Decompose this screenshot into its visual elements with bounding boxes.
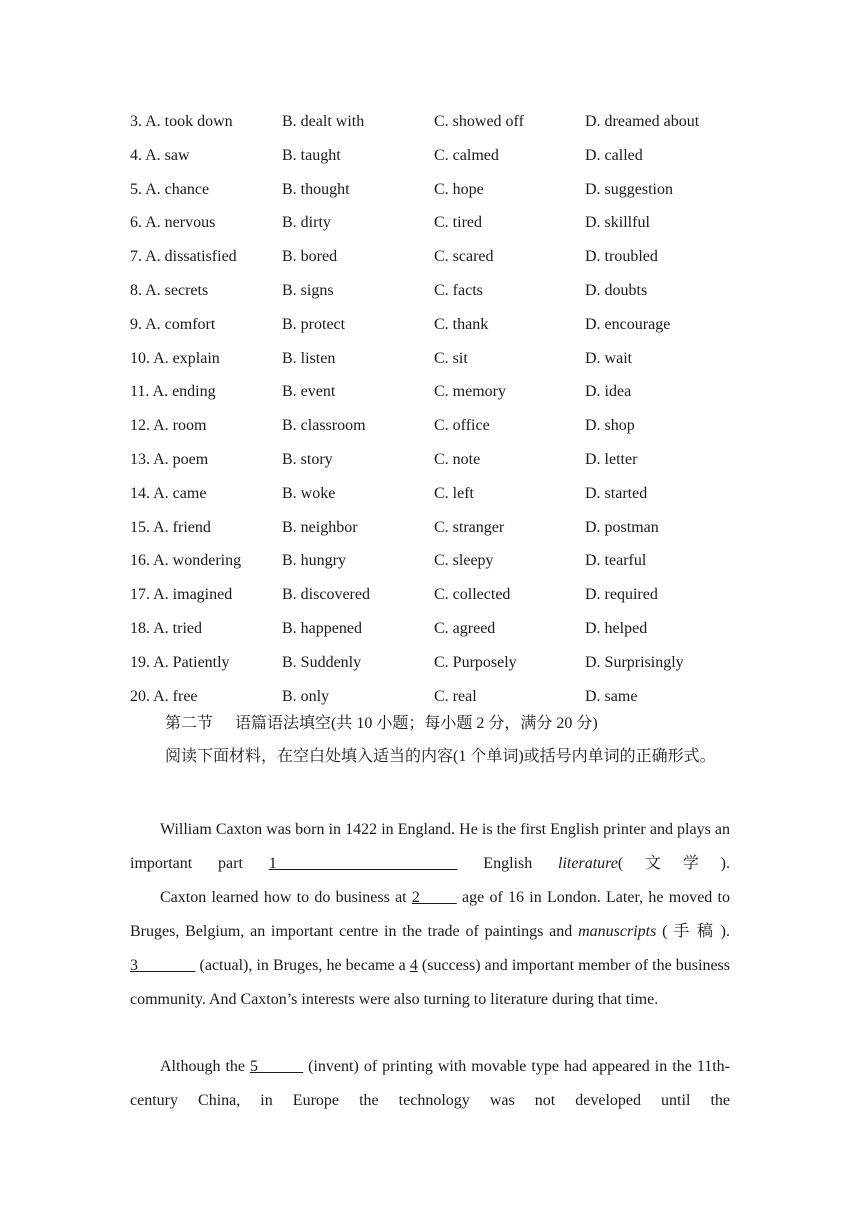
option-c: C. stranger xyxy=(434,518,505,536)
option-a: 16. A. wondering xyxy=(130,552,242,570)
blank-4[interactable]: 4 xyxy=(409,956,418,974)
option-c: C. agreed xyxy=(434,619,496,637)
blank-5[interactable]: 5 xyxy=(250,1058,304,1075)
option-d: D. called xyxy=(585,146,643,164)
italic-term: literature xyxy=(558,854,618,872)
italic-term: manuscripts xyxy=(578,922,657,940)
option-b: B. woke xyxy=(282,484,336,502)
option-c: C. note xyxy=(434,450,481,468)
option-c: C. hope xyxy=(434,180,484,198)
option-a: 9. A. comfort xyxy=(130,315,216,333)
text-span: (invent) of printing with movable type had appeared in the 11th-century China, in Europe the technology was not developed until the xyxy=(130,1058,731,1109)
option-b: B. story xyxy=(282,450,333,468)
option-c: C. calmed xyxy=(434,146,499,164)
option-c: C. collected xyxy=(434,586,511,604)
passage-paragraph-2 xyxy=(130,881,730,1017)
option-a: 7. A. dissatisfied xyxy=(130,248,237,266)
text-span: English xyxy=(457,854,559,872)
option-b: B. discovered xyxy=(282,586,370,604)
option-c: C. office xyxy=(434,417,490,435)
section-name: 第二节 xyxy=(165,715,214,732)
option-d: D. same xyxy=(585,687,638,705)
option-b: B. classroom xyxy=(282,417,366,435)
option-d: D. Surprisingly xyxy=(585,653,684,671)
text-span: Although the xyxy=(160,1058,251,1075)
section-title: 语篇语法填空(共 10 小题；每小题 2 分，满分 20 分) xyxy=(235,715,598,732)
option-a: 18. A. tried xyxy=(130,619,202,637)
passage-paragraph-3 xyxy=(130,1050,730,1118)
option-a: 10. A. explain xyxy=(130,349,220,367)
text-span: ( 手 稿 ). xyxy=(656,922,730,940)
option-c: C. scared xyxy=(434,248,494,266)
blank-1[interactable]: 1 xyxy=(268,854,458,872)
option-d: D. doubts xyxy=(585,281,648,299)
option-b: B. dealt with xyxy=(282,113,365,130)
option-b: B. event xyxy=(282,383,336,401)
option-c: C. thank xyxy=(434,315,489,333)
blank-2[interactable]: 2 xyxy=(411,889,457,906)
option-b: B. only xyxy=(282,687,330,705)
option-d: D. suggestion xyxy=(585,180,673,198)
option-b: B. listen xyxy=(282,349,336,367)
option-d: D. tearful xyxy=(585,552,647,570)
option-b: B. signs xyxy=(282,281,334,299)
option-d: D. troubled xyxy=(585,248,658,266)
option-c: C. Purposely xyxy=(434,653,517,671)
option-a: 11. A. ending xyxy=(130,383,216,401)
option-c: C. left xyxy=(434,484,474,502)
text-span: Caxton learned how to do business at xyxy=(160,889,412,906)
option-c: C. sit xyxy=(434,349,468,367)
option-d: D. letter xyxy=(585,450,638,468)
option-c: C. showed off xyxy=(434,113,524,130)
option-a: 17. A. imagined xyxy=(130,586,233,604)
option-b: B. bored xyxy=(282,248,338,266)
option-d: D. skillful xyxy=(585,214,650,232)
option-c: C. tired xyxy=(434,214,482,232)
text-span: William Caxton was born in 1422 in England. He is the first English printer and plays an important part xyxy=(130,821,730,872)
option-d: D. postman xyxy=(585,518,659,536)
option-b: B. taught xyxy=(282,146,341,164)
option-a: 20. A. free xyxy=(130,687,198,705)
option-b: B. thought xyxy=(282,180,350,198)
option-d: D. encourage xyxy=(585,315,671,333)
text-span: age of 16 in London. Later, he moved to Bruges, Belgium, an important centre in the trade of paintings and xyxy=(130,889,731,940)
option-c: C. sleepy xyxy=(434,552,494,570)
option-a: 19. A. Patiently xyxy=(130,653,230,671)
option-c: C. real xyxy=(434,687,477,705)
text-span: (文学). xyxy=(617,854,730,872)
option-d: D. idea xyxy=(585,383,632,401)
option-a: 15. A. friend xyxy=(130,518,211,536)
option-b: B. neighbor xyxy=(282,518,358,536)
section-instruction: 阅读下面材料，在空白处填入适当的内容(1 个单词)或括号内单词的正确形式。 xyxy=(165,748,716,765)
option-c: C. facts xyxy=(434,281,483,299)
option-a: 5. A. chance xyxy=(130,180,210,198)
option-d: D. dreamed about xyxy=(585,113,700,130)
option-a: 12. A. room xyxy=(130,417,207,435)
option-d: D. wait xyxy=(585,349,633,367)
option-b: B. protect xyxy=(282,315,346,333)
option-a: 3. A. took down xyxy=(130,113,233,130)
option-c: C. memory xyxy=(434,383,506,401)
blank-3[interactable]: 3 xyxy=(130,956,196,974)
option-d: D. shop xyxy=(585,417,635,435)
option-b: B. happened xyxy=(282,619,362,637)
option-b: B. dirty xyxy=(282,214,331,232)
option-d: D. helped xyxy=(585,619,648,637)
option-a: 8. A. secrets xyxy=(130,281,209,299)
passage-paragraph-1 xyxy=(130,813,730,881)
option-a: 6. A. nervous xyxy=(130,214,216,232)
option-a: 14. A. came xyxy=(130,484,207,502)
option-d: D. required xyxy=(585,586,658,604)
option-b: B. hungry xyxy=(282,552,346,570)
text-span: (actual), in Bruges, he became a xyxy=(195,956,410,974)
option-a: 4. A. saw xyxy=(130,146,190,164)
option-b: B. Suddenly xyxy=(282,653,362,671)
text-span: (success) and important member of the business community. And Caxton’s interests were also turning to literature during that time. xyxy=(130,956,730,1008)
option-a: 13. A. poem xyxy=(130,450,209,468)
option-d: D. started xyxy=(585,484,648,502)
section-heading xyxy=(165,713,598,735)
